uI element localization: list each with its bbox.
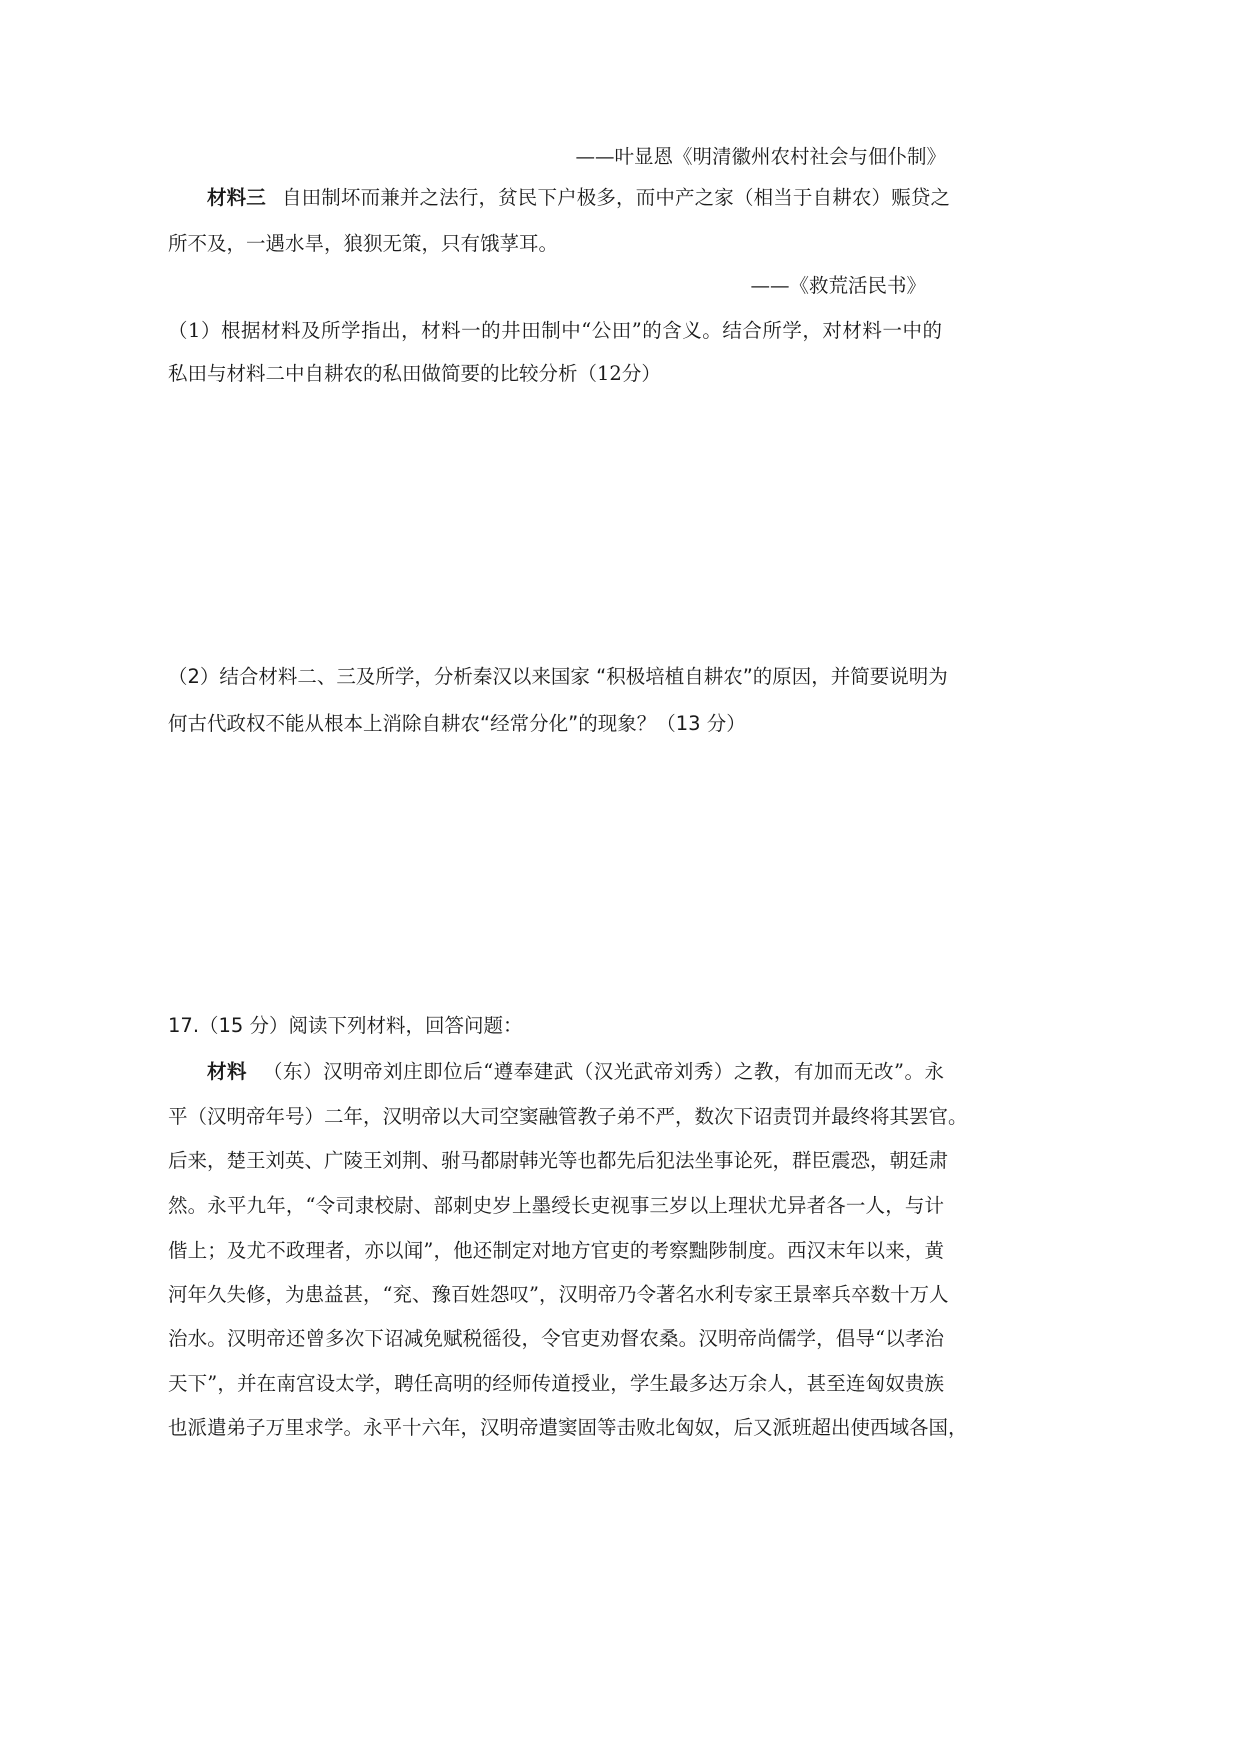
material-3-text-1: 自田制坏而兼并之法行，贫民下户极多，而中产之家（相当于自耕农）赈贷之 (281, 186, 950, 209)
q17-material-line-3: 后来，楚王刘英、广陵王刘荆、驸马都尉韩光等也都先后犯法坐事论死，群臣震恐，朝廷肃 (168, 1149, 949, 1172)
citation-jiuhuang: ——《救荒活民书》 (750, 274, 926, 297)
material-3-line-1 (207, 185, 950, 211)
q17-material-label: 材料 (207, 1060, 248, 1083)
question-17-header: 17.（15 分）阅读下列材料，回答问题： (168, 1014, 523, 1037)
question-1-line-1: （1）根据材料及所学指出，材料一的井田制中“公田”的含义。结合所学，对材料一中的 (168, 319, 942, 342)
q17-material-line-1 (207, 1059, 944, 1085)
question-2-line-1: （2）结合材料二、三及所学，分析秦汉以来国家 “积极培植自耕农”的原因，并简要说明为 (168, 665, 948, 688)
q17-material-line-8: 天下”，并在南宫设太学，聘任高明的经师传道授业，学生最多达万余人，甚至连匈奴贵族 (168, 1372, 944, 1395)
question-1-line-2: 私田与材料二中自耕农的私田做简要的比较分析（12分） (168, 362, 661, 385)
q17-material-line-5: 偕上；及尤不政理者，亦以闻”，他还制定对地方官吏的考察黜陟制度。西汉末年以来，黄 (168, 1239, 944, 1262)
q17-material-line-2: 平（汉明帝年号）二年，汉明帝以大司空窦融管教子弟不严，数次下诏责罚并最终将其罢官。 (168, 1105, 968, 1128)
question-2-line-2: 何古代政权不能从根本上消除自耕农“经常分化”的现象？（13 分） (168, 712, 746, 735)
q17-material-line-9: 也派遣弟子万里求学。永平十六年，汉明帝遣窦固等击败北匈奴，后又派班超出使西域各国， (168, 1416, 968, 1439)
citation-ye-xianen: ——叶显恩《明清徽州农村社会与佃仆制》 (575, 145, 946, 168)
material-3-line-2: 所不及，一遇水旱，狼狈无策，只有饿莩耳。 (168, 232, 559, 255)
q17-material-line-4: 然。永平九年，“令司隶校尉、部刺史岁上墨绶长吏视事三岁以上理状尤异者各一人，与计 (168, 1194, 944, 1217)
q17-material-line-6: 河年久失修，为患益甚，“兖、豫百姓怨叹”，汉明帝乃令著名水利专家王景率兵卒数十万人 (168, 1283, 949, 1306)
material-3-label: 材料三 (207, 186, 266, 209)
q17-material-line-7: 治水。汉明帝还曾多次下诏减免赋税徭役，令官吏劝督农桑。汉明帝尚儒学，倡导“以孝治 (168, 1327, 944, 1350)
q17-material-text-1: （东）汉明帝刘庄即位后“遵奉建武（汉光武帝刘秀）之教，有加而无改”。永 (263, 1060, 944, 1083)
